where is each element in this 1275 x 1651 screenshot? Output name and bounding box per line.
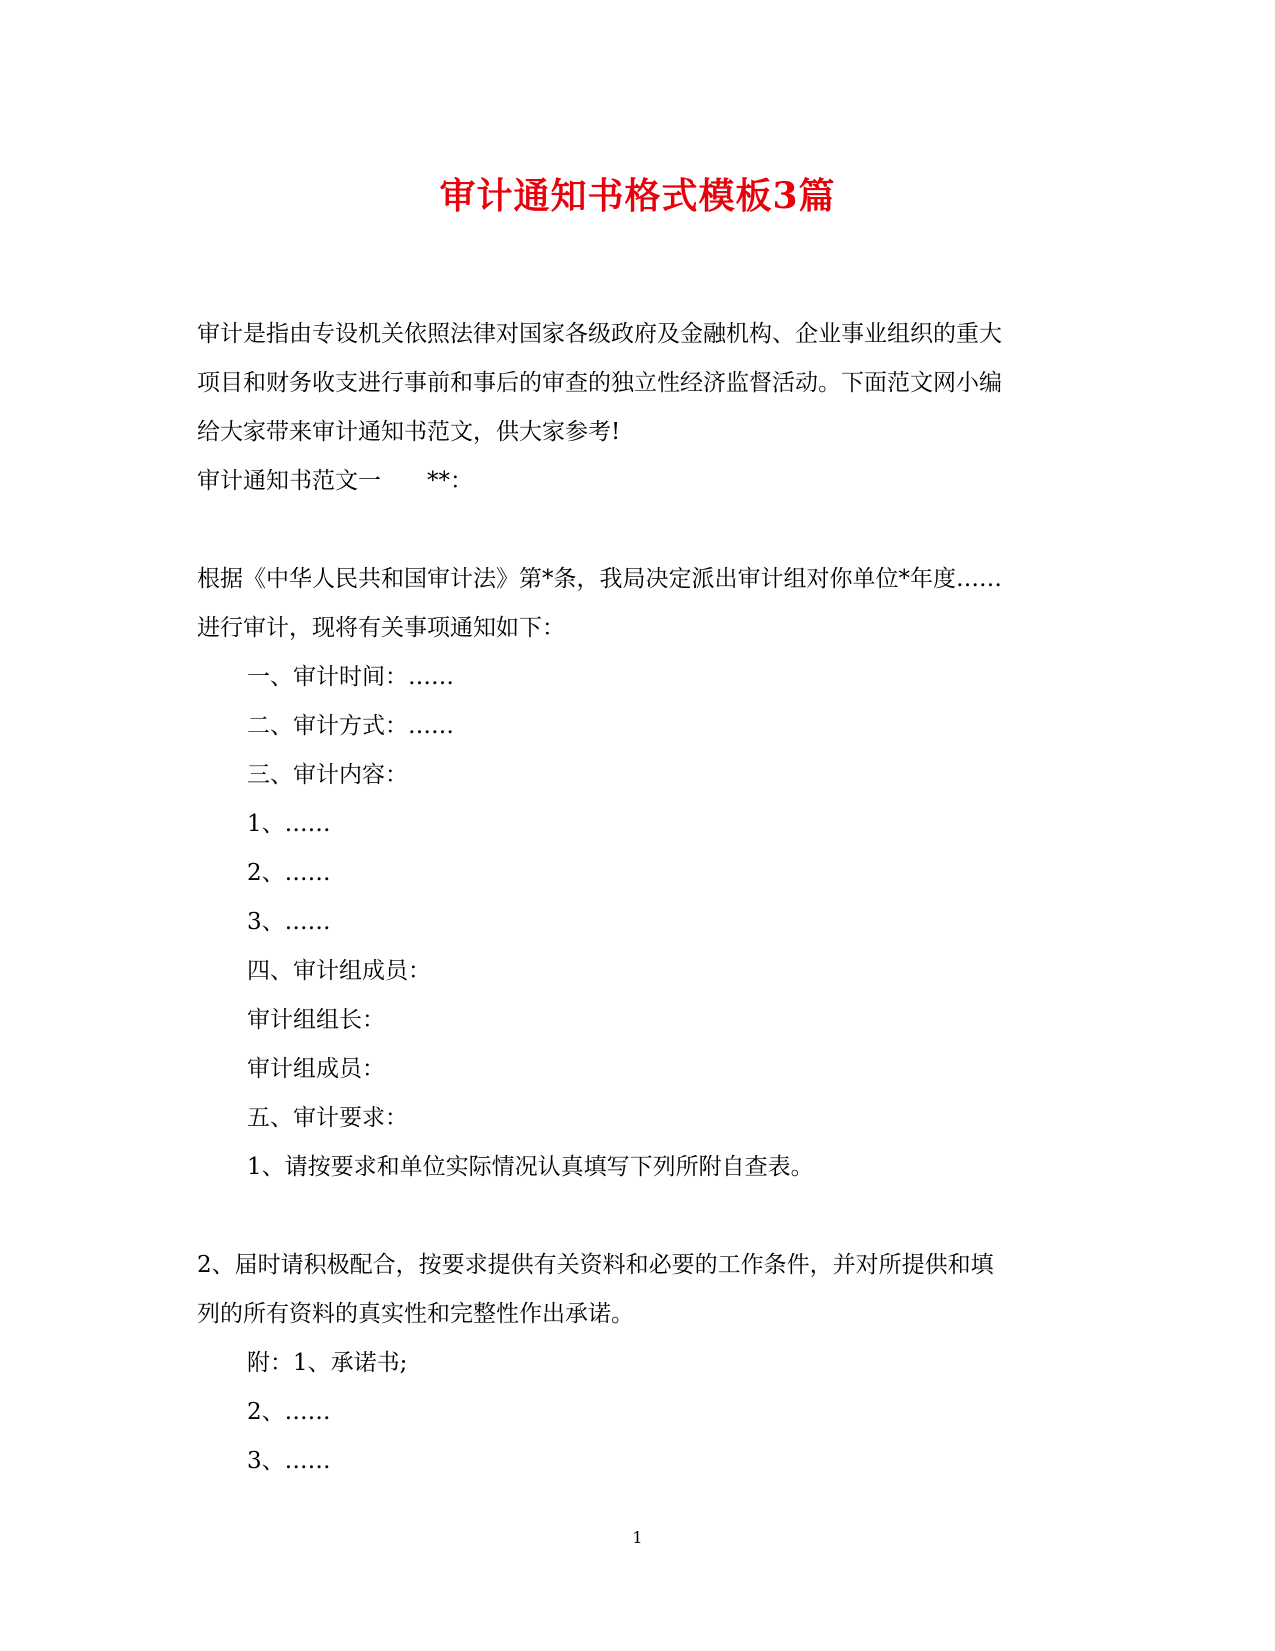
intro-line: 审计是指由专设机关依照法律对国家各级政府及金融机构、企业事业组织的重大 — [197, 321, 1002, 347]
list-item: 一、审计时间：…… — [247, 664, 454, 690]
document-title: 审计通知书格式模板3篇 — [439, 175, 836, 217]
list-item: 审计组组长： — [247, 1007, 385, 1033]
attachment-item: 2、…… — [247, 1399, 331, 1425]
requirement-line: 2、届时请积极配合，按要求提供有关资料和必要的工作条件，并对所提供和填 — [197, 1252, 994, 1278]
list-item: 1、请按要求和单位实际情况认真填写下列所附自查表。 — [247, 1154, 814, 1180]
basis-line: 根据《中华人民共和国审计法》第*条，我局决定派出审计组对你单位*年度…… — [197, 566, 1002, 592]
list-item: 二、审计方式：…… — [247, 713, 454, 739]
page-number: 1 — [632, 1528, 643, 1547]
list-item: 2、…… — [247, 860, 331, 886]
list-item: 1、…… — [247, 811, 331, 837]
list-item: 三、审计内容： — [247, 762, 408, 788]
attachment-item: 附：1、承诺书; — [247, 1350, 408, 1376]
list-item: 3、…… — [247, 909, 331, 935]
requirement-line: 列的所有资料的真实性和完整性作出承诺。 — [197, 1301, 634, 1327]
intro-line: 项目和财务收支进行事前和事后的审查的独立性经济监督活动。下面范文网小编 — [197, 370, 1002, 396]
attachment-item: 3、…… — [247, 1448, 331, 1474]
list-item: 五、审计要求： — [247, 1105, 408, 1131]
sample-heading: 审计通知书范文一 **： — [197, 468, 473, 494]
intro-line: 给大家带来审计通知书范文，供大家参考! — [197, 419, 621, 445]
list-item: 审计组成员： — [247, 1056, 385, 1082]
basis-line: 进行审计，现将有关事项通知如下： — [197, 615, 565, 641]
document-body — [197, 310, 1077, 1486]
list-item: 四、审计组成员： — [247, 958, 431, 984]
